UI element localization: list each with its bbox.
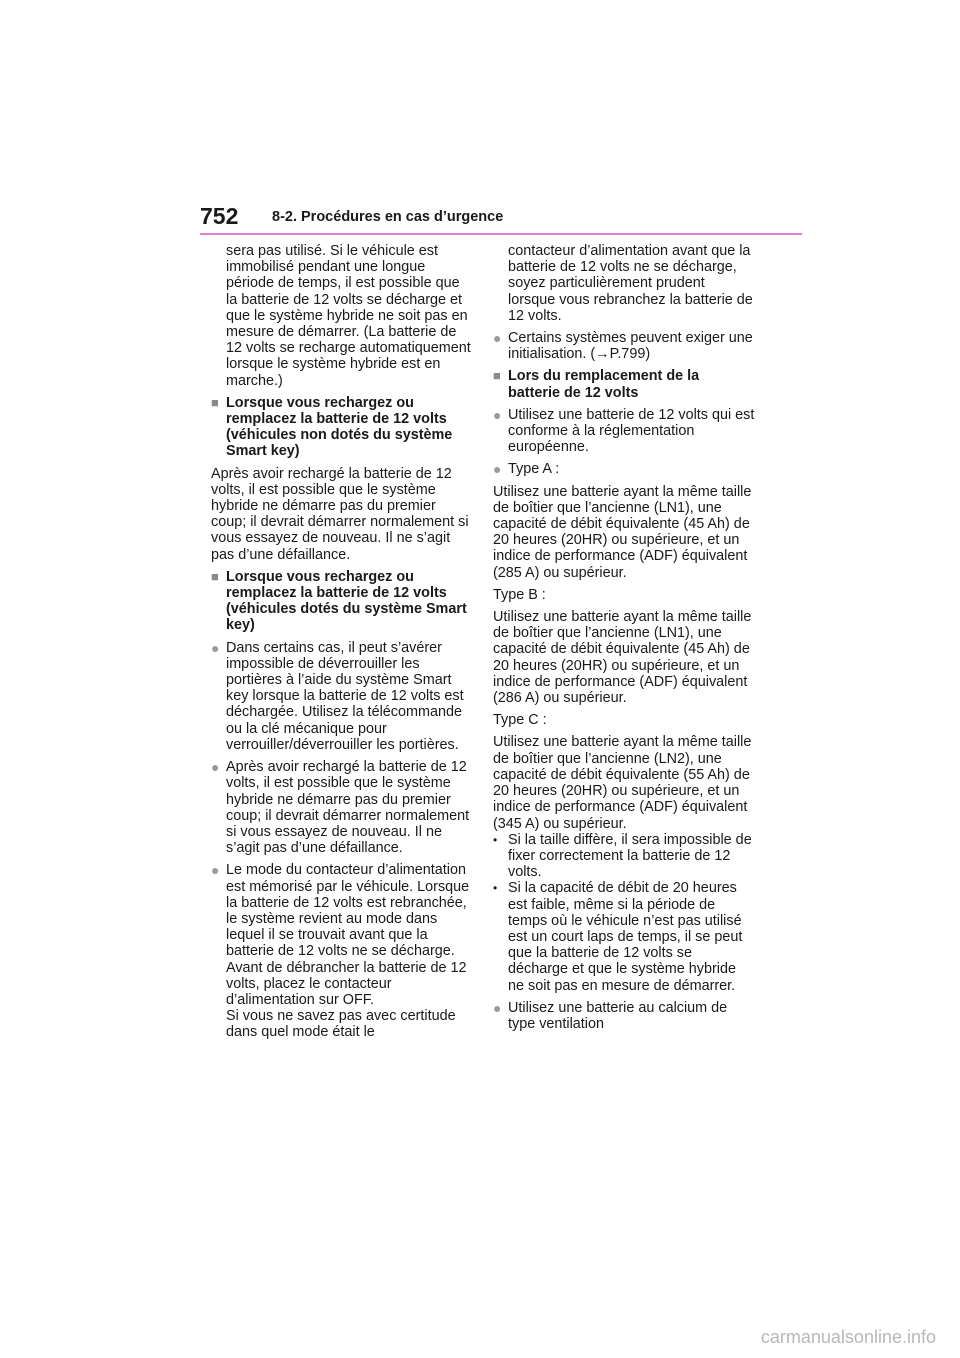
type-c-label: Type C : [493, 712, 547, 729]
heading-recharge-smart-key: ■ Lorsque vous rechargez ou remplacez la batterie de 12 volts (véhicules dotés du système Smart key) [211, 568, 467, 634]
type-b-paragraph: Utilisez une batterie ayant la même taille de boîtier que l’ancienne (LN1), une capacité de débit équivalente (45 Ah) de 20 heures (20HR) ou supérieure, et un indice de performance (ADF) équivalent (286 A) ou supérieur. [493, 609, 752, 707]
bullet-item: ● Utilisez une batterie au calcium de type ventilation [493, 999, 728, 1032]
type-b-label: Type B : [493, 586, 546, 603]
right-column [493, 243, 755, 1038]
type-a-paragraph: Utilisez une batterie ayant la même taille de boîtier que l’ancienne (LN1), une capacité de débit équivalente (45 Ah) de 20 heures (20HR) ou supérieure, et un indice de performance (ADF) équivalent (285 A) ou supérieur. [493, 483, 752, 581]
note-bullet-icon: • [493, 832, 498, 847]
note-bullet-icon: • [493, 881, 498, 896]
bullet-item: ● Le mode du contacteur d’alimentation est mémorisé par le véhicule. Lorsque la batterie de 12 volts est rebranchée, le système revient au mode dans lequel il se trouvait avant que la batterie de 12 volts ne se décharge. Avant de débrancher la batterie de 12 volts, placez le contacteur d’alimentation sur OFF. Si vous ne savez pas avec certitude dans quel mode était le [211, 862, 470, 1041]
bullet-icon: ● [493, 406, 502, 423]
square-marker-icon: ■ [211, 568, 219, 584]
bullet-item: ● Après avoir rechargé la batterie de 12 volts, il est possible que le système hybride ne démarre pas du premier coup; il devrait démarrer normalement si vous essayez de nouveau. Il ne s’agit pas d’une défaillance. [211, 759, 470, 857]
bullet-item: ● Dans certains cas, il peut s’avérer impossible de déverrouiller les portières à l’aide du système Smart key lorsque la batterie de 12 volts est déchargée. Utilisez la télécommande ou la clé mécanique pour verrouiller/déverrouiller les portières. [211, 639, 464, 753]
heading-battery-replacement: ■ Lors du remplacement de la batterie de 12 volts [493, 368, 700, 401]
bullet-item: ● Certains systèmes peuvent exiger une initialisation. (→P.799) [493, 330, 753, 363]
bullet-icon: ● [493, 461, 502, 478]
section-title: 8-2. Procédures en cas d’urgence [272, 209, 504, 225]
type-c-paragraph: Utilisez une batterie ayant la même taille de boîtier que l’ancienne (LN2), une capacité de débit équivalente (55 Ah) de 20 heures (20HR) ou supérieure, et un indice de performance (ADF) équivalent (345 A) ou supérieur. [493, 734, 752, 832]
bullet-icon: ● [211, 862, 220, 879]
continued-paragraph: contacteur d’alimentation avant que la batterie de 12 volts ne se décharge, soyez particulièrement prudent lorsque vous rebranchez la batterie de 12 volts. [508, 243, 753, 324]
page-header [200, 202, 802, 236]
header-rule [200, 233, 802, 235]
paragraph-no-smart-key: Après avoir rechargé la batterie de 12 volts, il est possible que le système hybride ne démarre pas du premier coup; il devrait démarrer normalement si vous essayez de nouveau. Il ne s’agit pas d’une défaillance. [211, 465, 469, 563]
note-item: • Si la taille diffère, il sera impossible de fixer correctement la batterie de 12 volts. [493, 831, 752, 881]
bullet-item: ● Type A : [493, 461, 560, 478]
page-number: 752 [200, 203, 239, 229]
bullet-icon: ● [493, 330, 502, 347]
square-marker-icon: ■ [493, 368, 501, 384]
continued-paragraph: sera pas utilisé. Si le véhicule est immobilisé pendant une longue période de temps, il est possible que la batterie de 12 volts se décharge et que le système hybride ne soit pas en mesure de démarrer. (La batterie de 12 volts se recharge automatiquement lorsque le système hybride est en marche.) [226, 243, 471, 389]
bullet-icon: ● [493, 999, 502, 1016]
watermark-text: carmanualsonline.info [760, 1327, 936, 1347]
bullet-continuation: Si vous ne savez pas avec certitude dans quel mode était le [226, 1008, 456, 1041]
heading-recharge-no-smart-key: ■ Lorsque vous rechargez ou remplacez la batterie de 12 volts (véhicules non dotés du système Smart key) [211, 394, 453, 460]
bullet-icon: ● [211, 639, 220, 656]
left-column [211, 243, 473, 1047]
square-marker-icon: ■ [211, 394, 219, 410]
note-item: • Si la capacité de débit de 20 heures est faible, même si la période de temps où le véhicule n’est pas utilisé est un court laps de temps, il se peut que la batterie de 12 volts se décharge et que le système hybride ne soit pas en mesure de démarrer. [493, 880, 743, 994]
bullet-icon: ● [211, 759, 220, 776]
bullet-item: ● Utilisez une batterie de 12 volts qui est conforme à la réglementation européenne. [493, 406, 755, 456]
